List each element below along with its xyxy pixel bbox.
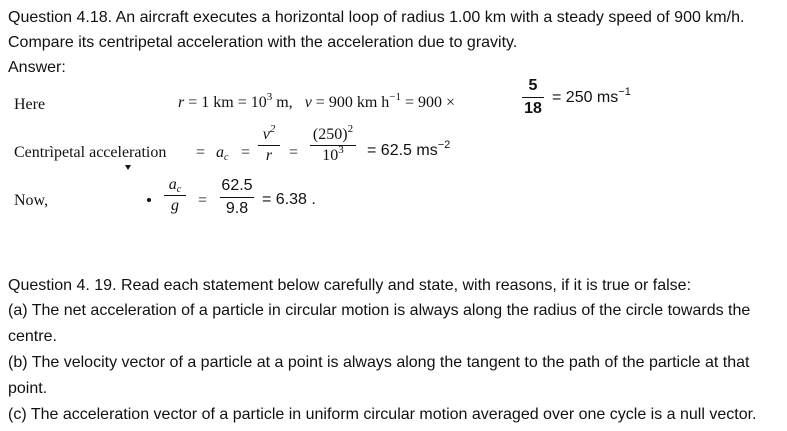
r-equation: = 1 km = 10 [184,94,267,111]
bullet-dot [147,198,151,202]
fraction-denominator-base: 10 [322,147,339,164]
ratio-fraction [164,176,186,215]
ac-subscript: c [224,152,229,163]
numeric-fraction [310,123,356,165]
centripetal-label: Centrìpetal acceleration [14,144,167,161]
v-squared-over-r [258,123,280,165]
now-label: Now, [14,192,49,209]
here-label: Here [14,96,46,113]
ratio-numerator [164,176,186,194]
velocity-result-exponent: −1 [618,86,631,98]
v-conversion: = 900 × [400,94,456,111]
question-4-18-line1: Question 4.18. An aircraft executes a horizontal loop of radius 1.00 km with a steady speed of 900 km/h. [8,9,745,26]
question-4-19-title: Question 4. 19. Read each statement below carefully and state, with reasons, if it is true or false: [8,277,692,294]
equals-sign-4: = [198,192,208,209]
r-unit: m, [272,94,293,111]
ratio-result: = 6.38 . [262,191,316,208]
ac-variable: a [216,144,224,161]
conversion-denominator: 18 [524,100,542,117]
ratio-denominator: g [171,197,179,214]
v-variable: v [304,94,312,111]
fraction-numerator-base: (250) [312,126,348,143]
stray-mark [125,165,131,170]
equals-sign-2: = [241,144,251,161]
ac-symbol [216,144,228,162]
question-4-18-line2: Compare its centripetal acceleration with the acceleration due to gravity. [8,34,518,51]
conversion-fraction [522,76,544,119]
equals-sign-1: = [196,144,206,161]
statement-b-line2: point. [8,380,48,397]
v-equation: = 900 km h [311,94,390,111]
v2-variable: v [262,126,270,143]
statement-a-line1: (a) The net acceleration of a particle in circular motion is always along the radius of the circle towards the [8,302,751,319]
statement-b-line1: (b) The velocity vector of a particle at a point is always along the tangent to the path of the particle at that [8,354,750,371]
statement-a-line2: centre. [8,328,57,345]
r-exponent: 3 [266,91,273,103]
v2-denominator: r [265,147,273,164]
acceleration-result-text: = 62.5 ms [367,142,438,159]
v2-exponent: 2 [269,123,276,135]
ratio-value-numerator: 62.5 [221,177,253,194]
fraction-numerator [310,123,356,144]
radius-equation [178,91,456,112]
ratio-numerator-sub: c [176,184,182,195]
v-exponent: −1 [389,91,401,103]
v2-numerator [258,123,280,144]
fraction-denominator-exponent: 3 [338,144,344,156]
ratio-numerator-var: a [168,176,177,193]
velocity-result [552,88,631,108]
conversion-numerator: 5 [528,77,538,94]
answer-label: Answer: [8,59,66,76]
velocity-result-text: = 250 ms [552,89,619,106]
fraction-numerator-exponent: 2 [347,123,354,135]
acceleration-result-exponent: −2 [437,139,451,151]
fraction-denominator [310,144,356,165]
acceleration-result [367,141,450,161]
equals-sign-3: = [289,144,299,161]
ratio-value-fraction [220,176,254,219]
statement-c-line1: (c) The acceleration vector of a particle in uniform circular motion averaged over one cycle is a null vector. [8,406,757,423]
r-variable: r [178,94,185,111]
ratio-value-denominator: 9.8 [225,200,249,217]
